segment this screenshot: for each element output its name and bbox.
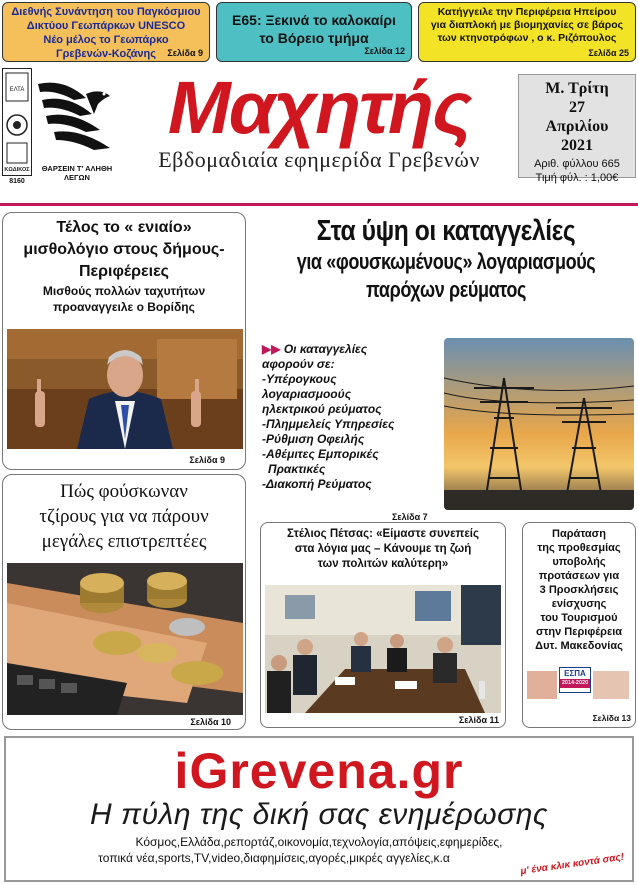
main-headline: Στα ύψη οι καταγγελίες: [316, 215, 576, 247]
elta-label: ΕΛΤΑ: [9, 87, 25, 93]
bullet-item: -Υπέρογκους: [262, 372, 337, 386]
espa-label: ΕΣΠΑ: [564, 669, 586, 678]
masthead-title: [120, 68, 518, 178]
bullet-item: λογαριασμοούς: [262, 387, 352, 401]
issue-info: [518, 74, 636, 184]
coins-photo: [7, 563, 243, 715]
page-ref: Σελίδα 10: [190, 717, 231, 727]
bullet-item: -Ρύθμιση Οφειλής: [262, 432, 365, 446]
page-ref: Σελίδα 9: [189, 455, 225, 465]
voridis-photo: [7, 329, 243, 449]
story-title-line: Περιφέρειες: [78, 263, 169, 280]
year: 2021: [561, 137, 593, 154]
page-ref: Σελίδα 11: [458, 715, 499, 725]
espa-years: 2014-2020: [561, 680, 589, 686]
ad-topics-line: τοπικά νέα,sports,TV,video,διαφημίσεις,αγορές,μικρές αγγελίες,κ.α: [98, 851, 450, 865]
bullet-item: αφορούν σε:: [262, 357, 335, 371]
code-label: ΚΩΔΙΚΟΣ: [4, 167, 30, 173]
teaser-line: των κτηνοτρόφων , ο κ. Ριζόπουλος: [437, 32, 617, 44]
story-title-line: των πολιτών καλύτερη»: [317, 558, 449, 570]
story-title-line: 3 Προσκλήσεις: [539, 584, 619, 596]
page-ref: Σελίδα 13: [592, 713, 631, 723]
ad-topics-line: Κόσμος,Ελλάδα,ρεπορτάζ,οικονομία,τεχνολογία,απόψεις,εφημερίδες,: [135, 835, 503, 849]
story-subtitle-line: προαναγγειλε ο Βορίδης: [53, 300, 195, 314]
story-title-line: Πώς φούσκωναν: [60, 481, 188, 502]
day-number: 27: [569, 99, 585, 116]
story-title-line: προτάσεων για: [538, 570, 620, 582]
story-title-line: στην Περιφέρεια: [535, 626, 623, 638]
story-title-line: στα λόγια μας – Κάνουμε τη ζωή: [294, 543, 472, 555]
main-story[interactable]: [254, 214, 638, 304]
elta-stamp: [2, 68, 32, 176]
play-arrows-icon: ▶▶: [262, 342, 281, 356]
story-title-line: Δυτ. Μακεδονίας: [535, 640, 623, 652]
story-payroll[interactable]: [2, 212, 246, 470]
main-subheadline: παρόχων ρεύματος: [366, 277, 526, 302]
story-turnover[interactable]: [2, 474, 246, 730]
page-ref: Σελίδα 12: [364, 46, 405, 56]
story-title-line: Παράταση: [552, 528, 606, 540]
bullet-item: Πρακτικές: [268, 462, 326, 476]
bullet-item: -Πλημμελείς Υπηρεσίες: [262, 417, 395, 431]
story-title-line: ενίσχυσης: [551, 598, 607, 610]
ad-site-name: iGrevena.gr: [174, 743, 464, 799]
meeting-photo: [265, 585, 501, 713]
teaser-line: Γρεβενών-Κοζάνης: [56, 48, 156, 60]
page-ref: Σελίδα 7: [392, 512, 428, 522]
teaser-geopark[interactable]: [2, 2, 210, 62]
teaser-line: Νέο μέλος το Γεωπάρκο: [43, 34, 169, 46]
story-title-line: υποβολής: [552, 556, 606, 568]
teaser-line: Ε65: Ξεκινά το καλοκαίρι: [232, 12, 396, 28]
ad-slogan: Η πύλη της δική σας ενημέρωσης: [90, 798, 548, 831]
month: Απριλίου: [545, 118, 609, 135]
bullet-item: ηλεκτρικού ρεύματος: [262, 402, 382, 416]
teaser-e65[interactable]: [216, 2, 412, 62]
newspaper-subtitle: Εβδομαδιαία εφημερίδα Γρεβενών: [158, 147, 480, 172]
page-ref: Σελίδα 25: [588, 48, 629, 58]
bullet-item: Οι καταγγελίες: [283, 342, 368, 356]
story-title-line: του Τουρισμού: [540, 612, 618, 624]
bullet-item: -Αθέμιτες Εμπορικές: [262, 447, 379, 461]
power-pylons-photo: [444, 338, 634, 510]
bullet-item: -Διακοπή Ρεύματος: [262, 477, 372, 491]
story-title-line: Στέλιος Πέτσας: «Είμαστε συνεπείς: [287, 528, 479, 540]
teaser-line: Διεθνής Συνάντηση του Παγκόσμιου: [11, 6, 201, 18]
divider: [0, 203, 638, 206]
main-bullets: [262, 342, 438, 492]
ad-tagline: μ' ένα κλικ κοντά σας!: [519, 851, 625, 878]
story-title-line: Τέλος το « ενιαίο»: [56, 219, 192, 236]
story-title-line: μεγάλες επιστρεπτέες: [41, 531, 207, 552]
price: Τιμή φύλ. : 1,00€: [535, 172, 619, 184]
teaser-line: για διαπλοκή με βιομηχανίες σε βάρος: [430, 19, 624, 31]
eagle-logo-icon: [34, 74, 118, 160]
igrevena-ad[interactable]: [4, 736, 634, 882]
teaser-line: Κατήγγειλε την Περιφέρεια Ηπείρου: [437, 6, 617, 18]
story-subtitle-line: Μισθούς πολλών ταχυτήτων: [42, 284, 206, 298]
story-petsas[interactable]: [260, 522, 506, 728]
issue-number: Αριθ. φύλλου 665: [534, 158, 620, 170]
code-number: 8160: [9, 178, 25, 185]
teaser-line: το Βόρειο τμήμα: [259, 30, 369, 46]
main-subheadline: για «φουσκωμένους» λογαριασμούς: [296, 249, 596, 274]
teaser-rizopoulos[interactable]: [418, 2, 636, 62]
newspaper-title: Μαχητής: [167, 66, 471, 149]
page-ref: Σελίδα 9: [167, 48, 203, 58]
weekday: Μ. Τρίτη: [545, 80, 609, 97]
story-tourism[interactable]: [522, 522, 636, 728]
story-title-line: της προθεσμίας: [537, 542, 621, 554]
story-title-line: τζίρους για να πάρουν: [39, 506, 209, 527]
teaser-line: Δικτύου Γεωπάρκων UNESCO: [26, 20, 186, 32]
story-title-line: μισθολόγιο στους δήμους-: [23, 241, 225, 258]
espa-banner: [527, 665, 629, 705]
motto: ΘΑΡΣΕΙΝ Τ' ΑΛΗΘΗ ΛΕΓΩΝ: [41, 164, 113, 182]
